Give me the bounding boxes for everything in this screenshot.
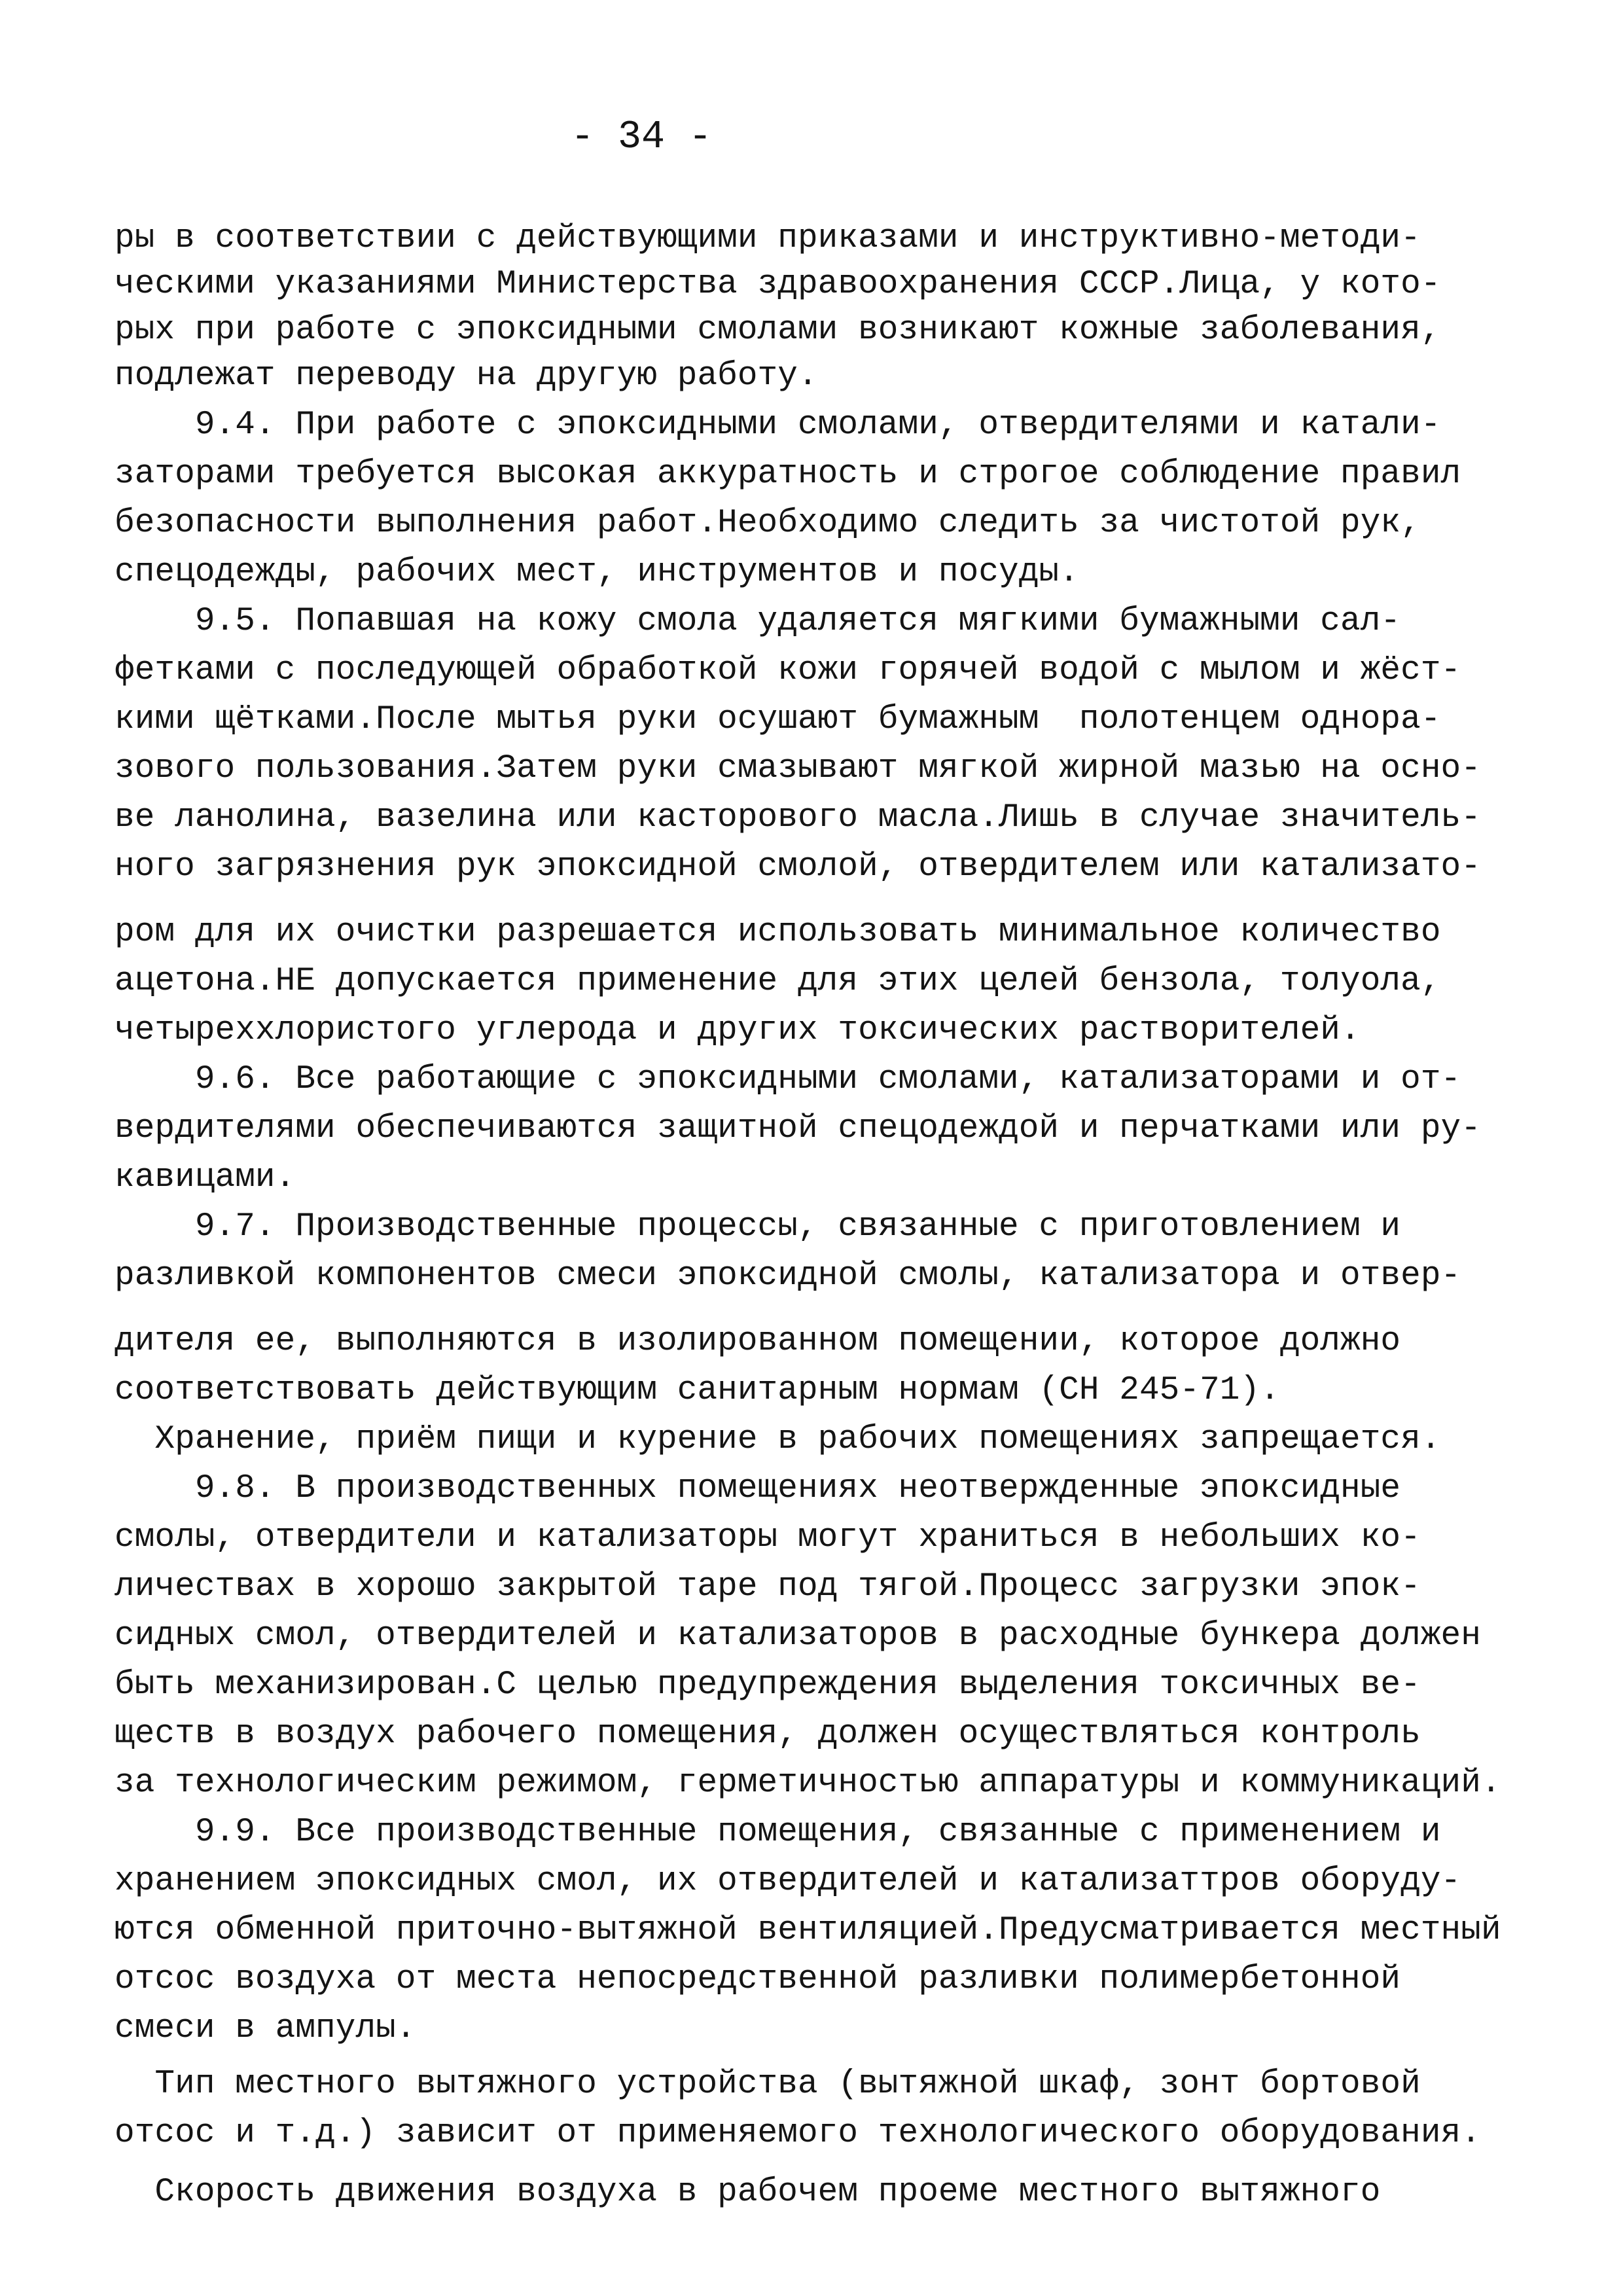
text-line: 9.7. Производственные процессы, связанные с приготовлением и — [115, 1208, 1401, 1246]
text-line: быть механизирован.С целью предупреждения выделения токсичных ве- — [115, 1666, 1421, 1704]
text-line: кими щётками.После мытья руки осушают бумажным полотенцем однора- — [115, 701, 1441, 738]
text-line: кавицами. — [115, 1159, 296, 1196]
text-line: ческими указаниями Министерства здравоохранения СССР.Лица, у кото- — [115, 266, 1441, 303]
text-line: ацетона.НЕ допускается применение для этих целей бензола, толуола, — [115, 963, 1441, 1000]
text-line: ры в соответствии с действующими приказами и инструктивно-методи- — [115, 220, 1421, 257]
text-line: 9.9. Все производственные помещения, связанные с применением и — [115, 1814, 1441, 1851]
text-line: соответствовать действующим санитарным нормам (СН 245-71). — [115, 1372, 1280, 1409]
text-line: 9.8. В производственных помещениях неотвержденные эпоксидные — [115, 1470, 1401, 1507]
text-line: разливкой компонентов смеси эпоксидной смолы, катализатора и отвер- — [115, 1257, 1461, 1295]
text-line: 9.4. При работе с эпоксидными смолами, отвердителями и катали- — [115, 406, 1441, 444]
text-line: ве ланолина, вазелина или касторового масла.Лишь в случае значитель- — [115, 799, 1481, 836]
text-line: ществ в воздух рабочего помещения, должен осуществляться контроль — [115, 1715, 1421, 1753]
text-line: Хранение, приём пищи и курение в рабочих помещениях запрещается. — [115, 1421, 1441, 1458]
text-line: безопасности выполнения работ.Необходимо следить за чистотой рук, — [115, 505, 1421, 542]
text-line: Скорость движения воздуха в рабочем проеме местного вытяжного — [115, 2174, 1381, 2211]
text-line: зового пользования.Затем руки смазывают мягкой жирной мазью на осно- — [115, 750, 1481, 787]
page-number: - 34 - — [570, 115, 713, 160]
text-line: заторами требуется высокая аккуратность и строгое соблюдение правил — [115, 456, 1461, 493]
text-line: ром для их очистки разрешается использовать минимальное количество — [115, 914, 1441, 951]
text-line: отсос воздуха от места непосредственной разливки полимербетонной — [115, 1961, 1401, 1998]
text-line: отсос и т.д.) зависит от применяемого технологического оборудования. — [115, 2115, 1481, 2152]
text-line: сидных смол, отвердителей и катализаторов в расходные бункера должен — [115, 1617, 1481, 1655]
text-line: подлежат переводу на другую работу. — [115, 357, 818, 395]
text-line: фетками с последующей обработкой кожи горячей водой с мылом и жёст- — [115, 652, 1461, 689]
text-line: смеси в ампулы. — [115, 2010, 416, 2047]
text-line: ного загрязнения рук эпоксидной смолой, отвердителем или катализато- — [115, 848, 1481, 886]
text-line: четыреххлористого углерода и других токсических растворителей. — [115, 1012, 1361, 1049]
text-line: за технологическим режимом, герметичностью аппаратуры и коммуникаций. — [115, 1765, 1501, 1802]
text-line: рых при работе с эпоксидными смолами возникают кожные заболевания, — [115, 312, 1441, 349]
text-line: спецодежды, рабочих мест, инструментов и посуды. — [115, 554, 1079, 591]
text-line: Тип местного вытяжного устройства (вытяжной шкаф, зонт бортовой — [115, 2066, 1421, 2103]
text-line: дителя ее, выполняются в изолированном помещении, которое должно — [115, 1323, 1401, 1360]
text-line: 9.6. Все работающие с эпоксидными смолами, катализаторами и от- — [115, 1061, 1461, 1098]
text-line: ются обменной приточно-вытяжной вентиляцией.Предусматривается местный — [115, 1912, 1501, 1949]
text-line: личествах в хорошо закрытой таре под тягой.Процесс загрузки эпок- — [115, 1568, 1421, 1605]
text-line: вердителями обеспечиваются защитной спецодеждой и перчатками или ру- — [115, 1110, 1481, 1147]
text-line: 9.5. Попавшая на кожу смола удаляется мягкими бумажными сал- — [115, 603, 1401, 640]
text-line: хранением эпоксидных смол, их отвердителей и катализаттров оборуду- — [115, 1863, 1461, 1900]
text-line: смолы, отвердители и катализаторы могут храниться в небольших ко- — [115, 1519, 1421, 1556]
